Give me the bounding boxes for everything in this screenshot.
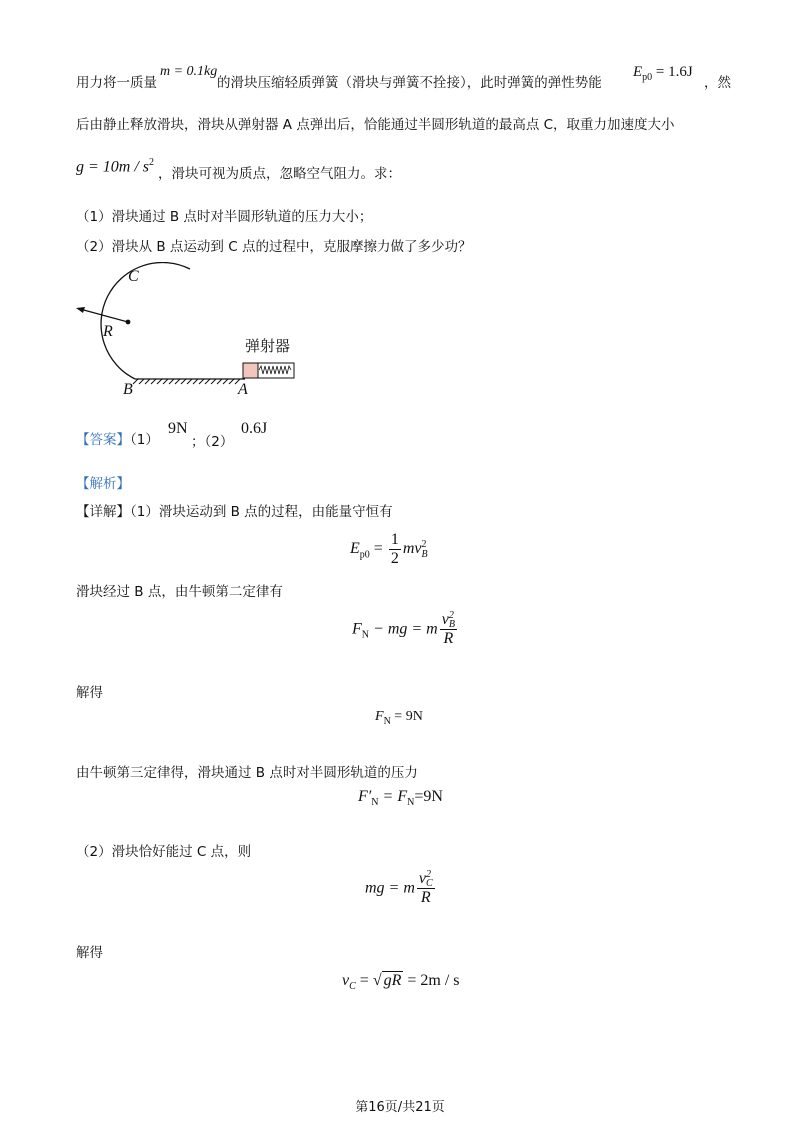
eq5-lhs: mg = m [365, 879, 415, 897]
detail-line-4: 由牛顿第三定律得，滑块通过 B 点时对半圆形轨道的压力 [76, 765, 418, 781]
eq6-root: gR [383, 972, 402, 989]
equation-energy [350, 531, 428, 568]
analysis-tag: 【解析】 [76, 476, 130, 492]
ground-hatch [133, 379, 240, 384]
eq1-sub: B [421, 548, 428, 560]
answer-separator: ；（2） [191, 434, 234, 450]
g-equation [76, 157, 154, 176]
detail-line-1 [76, 503, 393, 521]
label-c: C [128, 268, 139, 285]
eq1-fraction [389, 531, 401, 568]
eq2-lhs: F [352, 620, 362, 638]
eq1-lhs-sub: p0 [359, 549, 370, 561]
radius-line [80, 309, 128, 322]
detail-line-2: 滑块经过 B 点，由牛顿第二定律有 [76, 584, 283, 600]
eq2-num [440, 611, 457, 630]
eq1-eq: = [369, 540, 387, 558]
ep-sub: p0 [642, 72, 653, 83]
eq1-scripts [421, 540, 427, 560]
label-a: A [238, 381, 248, 398]
page-footer: 第16页/共21页 [355, 1100, 445, 1115]
eq1-den: 2 [390, 550, 399, 567]
label-r: R [103, 323, 113, 340]
spring [259, 366, 291, 374]
eq5-sup: 2 [426, 869, 432, 881]
question-1: （1）滑块通过 B 点时对半圆形轨道的压力大小； [76, 209, 373, 225]
text-run: 用力将一质量 [76, 75, 157, 91]
label-b: B [123, 381, 133, 398]
eq3-sub: N [383, 715, 391, 727]
answer-value-1: 9N [168, 420, 188, 437]
paragraph-line-1b: 的滑块压缩轻质弹簧（滑块与弹簧不拴接），此时弹簧的弹性势能 [217, 75, 602, 91]
paragraph-line-3: ，滑块可视为质点，忽略空气阻力。求： [158, 166, 401, 182]
detail-tag: 【详解】 [76, 504, 130, 520]
detail-line-5: （2）滑块恰好能过 C 点，则 [76, 844, 252, 860]
answer-tag: 【答案】 [76, 432, 130, 448]
eq2-den: R [443, 630, 454, 648]
paragraph-line-1c: ，然 [704, 75, 731, 91]
eq2-sup: 2 [448, 610, 454, 622]
eq3-val: = 9N [390, 709, 423, 724]
sqrt-symbol: √ [372, 972, 382, 989]
answer-value-2: 0.6J [241, 420, 268, 437]
radius-arrowhead [76, 307, 85, 313]
g-value: g = 10m / s [76, 158, 150, 176]
slider-block [243, 363, 258, 378]
eq1-rhs: mv [402, 540, 422, 558]
eq2-lhs-sub: N [361, 629, 370, 641]
eq5-scripts [426, 870, 433, 888]
detail-line-3: 解得 [76, 685, 103, 701]
mass-equation: m = 0.1kg [160, 64, 218, 79]
equation-newton-2 [352, 611, 459, 648]
equation-vc [342, 972, 460, 992]
eq4-a: F′ [358, 788, 372, 805]
g-sup: 2 [149, 157, 155, 168]
track-diagram [60, 262, 310, 402]
eq5-num [417, 870, 435, 889]
eq2-num-v: v [441, 611, 449, 628]
paragraph-line-1 [76, 74, 157, 92]
question-2: （2）滑块从 B 点运动到 C 点的过程中，克服摩擦力做了多少功？ [76, 239, 472, 255]
equation-fn [375, 709, 423, 727]
eq6-lhs: v [342, 972, 350, 989]
equation-newton-3 [358, 788, 443, 808]
eq2-scripts [449, 611, 455, 629]
ep-symbol: E [633, 64, 643, 80]
eq2-fraction [440, 611, 457, 648]
semicircle-track [101, 263, 190, 379]
eq6-lhs-sub: C [349, 981, 356, 993]
eq6-eq: = [355, 972, 373, 989]
answer-part1-label: （1） [130, 432, 159, 448]
detail-line-6: 解得 [76, 945, 103, 961]
eq2-mid: − mg = m [369, 620, 438, 638]
eq5-den: R [420, 889, 431, 907]
eq1-lhs: E [350, 540, 360, 558]
eq3-lhs: F [375, 709, 384, 724]
paragraph-line-2: 后由静止释放滑块，滑块从弹射器 A 点弹出后，恰能通过半圆形轨道的最高点 C，取重力加速度大小 [76, 117, 675, 133]
eq2-sub: B [448, 619, 455, 631]
eq4-a-sub: N [371, 797, 379, 809]
detail-text: （1）滑块运动到 B 点的过程，由能量守恒有 [130, 504, 393, 520]
energy-equation [633, 64, 693, 83]
launcher-label: 弹射器 [245, 337, 291, 355]
eq1-num: 1 [390, 531, 399, 548]
eq1-sup: 2 [421, 538, 427, 550]
eq4-c: =9N [414, 788, 443, 805]
eq4-b-sub: N [407, 797, 415, 809]
eq5-fraction [417, 870, 435, 907]
ep-value: = 1.6J [652, 64, 693, 80]
eq6-val: = 2m / s [403, 972, 460, 989]
equation-c-point [365, 870, 437, 907]
eq4-b: = F [378, 788, 408, 805]
eq5-num-v: v [418, 870, 427, 887]
answer-line [76, 431, 159, 449]
eq5-sub: C [426, 878, 433, 890]
